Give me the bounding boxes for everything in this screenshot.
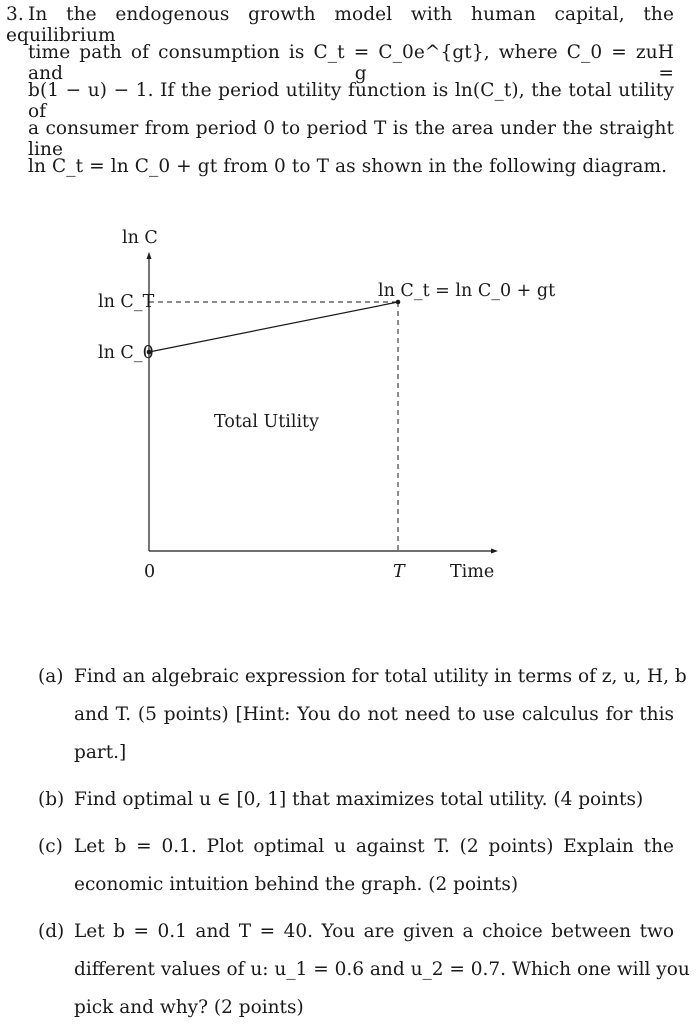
x-axis-label: Time <box>450 562 495 582</box>
part-a-line-2: and T. (5 points) [Hint: You do not need to use calculus for this <box>74 704 674 725</box>
part-c-line-2: economic intuition behind the graph. (2 points) <box>74 874 519 895</box>
intro-line-4: a consumer from period 0 to period T is the area under the straight line <box>28 118 674 160</box>
label-ln-CT: ln C_T <box>98 292 155 312</box>
part-c-label: (c) <box>38 836 63 857</box>
part-d-label: (d) <box>38 921 65 942</box>
intro-text-1: In the endogenous growth model with human capital, the equilibrium <box>6 4 674 46</box>
total-utility-label: Total Utility <box>214 412 319 432</box>
line-equation-label: ln C_t = ln C_0 + gt <box>378 281 556 301</box>
ln-consumption-line <box>149 302 398 352</box>
part-d-line-2: different values of u: u_1 = 0.6 and u_2 = 0.7. Which one will you <box>74 959 690 980</box>
part-b-label: (b) <box>38 789 65 810</box>
part-b-line-1: Find optimal u ∈ [0, 1] that maximizes total utility. (4 points) <box>74 789 644 810</box>
y-axis-arrow <box>147 252 152 259</box>
x-origin-label: 0 <box>144 562 156 582</box>
part-a-line-1: Find an algebraic expression for total utility in terms of z, u, H, b <box>74 666 687 687</box>
label-ln-C0: ln C_0 <box>98 343 154 363</box>
x-T-label: T <box>393 562 405 582</box>
part-a-label: (a) <box>38 666 64 687</box>
intro-line-3: b(1 − u) − 1. If the period utility function is ln(C_t), the total utility of <box>28 80 674 122</box>
part-d-line-1: Let b = 0.1 and T = 40. You are given a choice between two <box>74 921 674 942</box>
part-d-line-3: pick and why? (2 points) <box>74 997 304 1018</box>
question-number: 3. <box>6 4 24 25</box>
intro-line-5: ln C_t = ln C_0 + gt from 0 to T as shown in the following diagram. <box>28 156 668 177</box>
intro-line-2: time path of consumption is C_t = C_0e^{gt}, where C_0 = zuH and g = <box>28 42 674 84</box>
x-axis-arrow <box>491 549 498 554</box>
part-c-line-1: Let b = 0.1. Plot optimal u against T. (2 points) Explain the <box>74 836 674 857</box>
part-a-line-3: part.] <box>74 742 127 763</box>
y-axis-label: ln C <box>122 228 158 248</box>
